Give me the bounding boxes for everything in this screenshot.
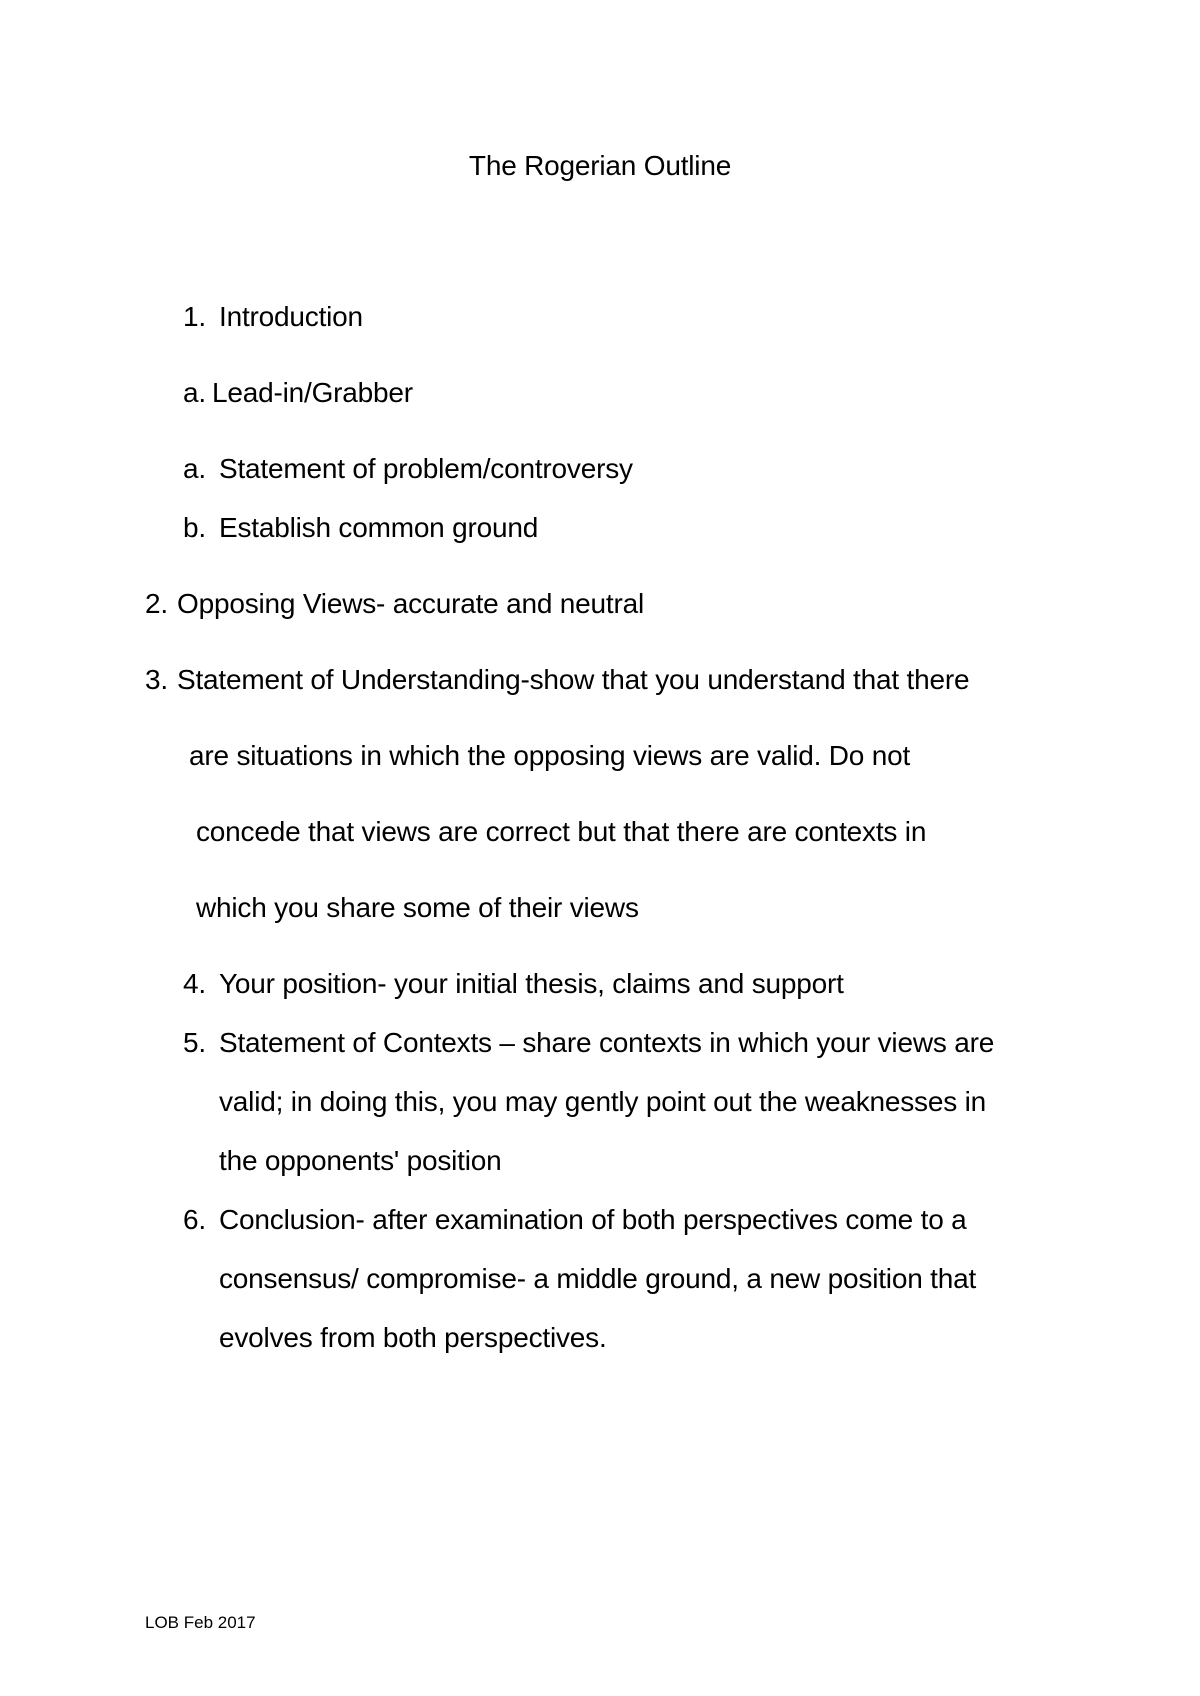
outline-item-6-continuation: evolves from both perspectives. (219, 1322, 607, 1353)
item-text: Establish common ground (219, 512, 539, 543)
item-text: Introduction (219, 301, 363, 332)
outline-item-3-continuation: concede that views are correct but that there are contexts in (196, 816, 927, 847)
item-marker: 2. (145, 588, 168, 619)
item-marker: 4. (183, 968, 206, 999)
item-marker: b. (183, 512, 206, 543)
outline-item-4 (183, 967, 844, 1001)
item-text: Lead-in/Grabber (212, 377, 413, 408)
outline-item-1b (183, 511, 538, 545)
footer-note: LOB Feb 2017 (145, 1613, 256, 1632)
item-marker: a. (183, 453, 206, 484)
outline-item-5-continuation: the opponents' position (219, 1145, 502, 1176)
item-marker: 6. (183, 1204, 206, 1235)
item-text: Opposing Views- accurate and neutral (177, 588, 645, 619)
item-marker: 3. (145, 664, 168, 695)
outline-item-3 (145, 663, 969, 697)
page-title: The Rogerian Outline (468, 150, 732, 181)
outline-item-1a-second (183, 452, 633, 486)
item-text: Statement of problem/controversy (219, 453, 633, 484)
outline-item-3-continuation: are situations in which the opposing views are valid. Do not (189, 740, 911, 771)
item-marker: a. (183, 377, 206, 408)
outline-item-5 (183, 1026, 994, 1060)
outline-item-5-continuation: valid; in doing this, you may gently point out the weaknesses in (219, 1086, 986, 1117)
item-marker: 5. (183, 1027, 206, 1058)
item-text: Your position- your initial thesis, claims and support (219, 968, 844, 999)
outline-item-6-continuation: consensus/ compromise- a middle ground, a new position that (219, 1263, 977, 1294)
item-text: Statement of Contexts – share contexts in which your views are (219, 1027, 995, 1058)
outline-item-6 (183, 1203, 967, 1237)
item-text: Conclusion- after examination of both perspectives come to a (219, 1204, 967, 1235)
item-text: Statement of Understanding-show that you understand that there (177, 664, 970, 695)
outline-item-1a (183, 376, 413, 410)
outline-item-3-continuation: which you share some of their views (196, 892, 639, 923)
item-marker: 1. (183, 301, 206, 332)
outline-item-1 (183, 300, 363, 334)
outline-item-2 (145, 587, 644, 621)
